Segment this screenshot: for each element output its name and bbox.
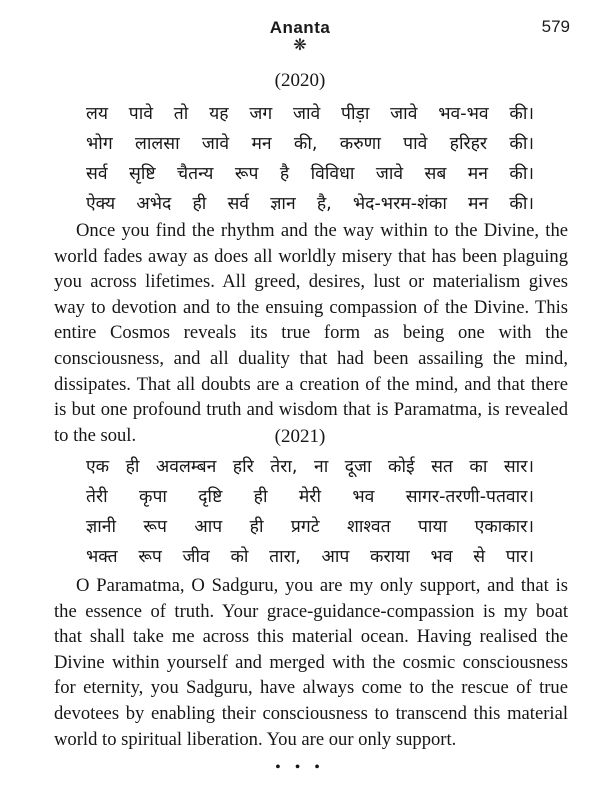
verse-line: तेरी कृपा दृष्टि ही मेरी भव सागर-तरणी-पतवार। (86, 487, 534, 507)
section-year-2021: (2021) (274, 426, 326, 447)
verse-block-2020 (86, 99, 534, 219)
page-number: 579 (541, 17, 570, 36)
header-ornament: ❋ (293, 37, 307, 54)
verse-line: ज्ञानी रूप आप ही प्रगटे शाश्वत पाया एकाकार। (86, 517, 534, 537)
verse-block-2021 (86, 452, 534, 572)
section-year-2020: (2020) (274, 70, 326, 91)
verse-line: सर्व सृष्टि चैतन्य रूप है विविधा जावे सब मन की। (86, 164, 534, 184)
end-ornament: • • • (275, 759, 325, 776)
verse-line: एक ही अवलम्बन हरि तेरा, ना दूजा कोई सत का सार। (86, 457, 534, 477)
translation-paragraph-2021: O Paramatma, O Sadguru, you are my only support, and that is the essence of truth. Your grace-guidance-compassion is my boat that shall take me across this material ocean. Having realised the Divine within yourself and merged with the cosmic consciousness for eternity, you Sadguru, have always come to the rescue of true devotees by enabling their consciousness to transcend this material world to spiritual liberation. You are our only support. (54, 575, 568, 750)
running-head: Ananta (269, 18, 331, 37)
verse-line: भक्त रूप जीव को तारा, आप कराया भव से पार। (86, 547, 534, 567)
verse-line: भोग लालसा जावे मन की, करुणा पावे हरिहर की। (86, 134, 534, 154)
verse-line: लय पावे तो यह जग जावे पीड़ा जावे भव-भव की। (86, 104, 534, 124)
translation-paragraph-2020: Once you find the rhythm and the way within to the Divine, the world fades away as does all worldly misery that has been plaguing you across lifetimes. All greed, desires, lust or materialism gives way to devotion and to the ensuing compassion of the Divine. This entire Cosmos reveals its true form as being one with the consciousness, and all duality that had been assailing the mind, dissipates. That all doubts are a creation of the mind, and that there is but one profound truth and wisdom that is Paramatma, is revealed to the soul. (54, 220, 568, 446)
verse-line: ऐक्य अभेद ही सर्व ज्ञान है, भेद-भरम-शंका मन की। (86, 194, 534, 214)
